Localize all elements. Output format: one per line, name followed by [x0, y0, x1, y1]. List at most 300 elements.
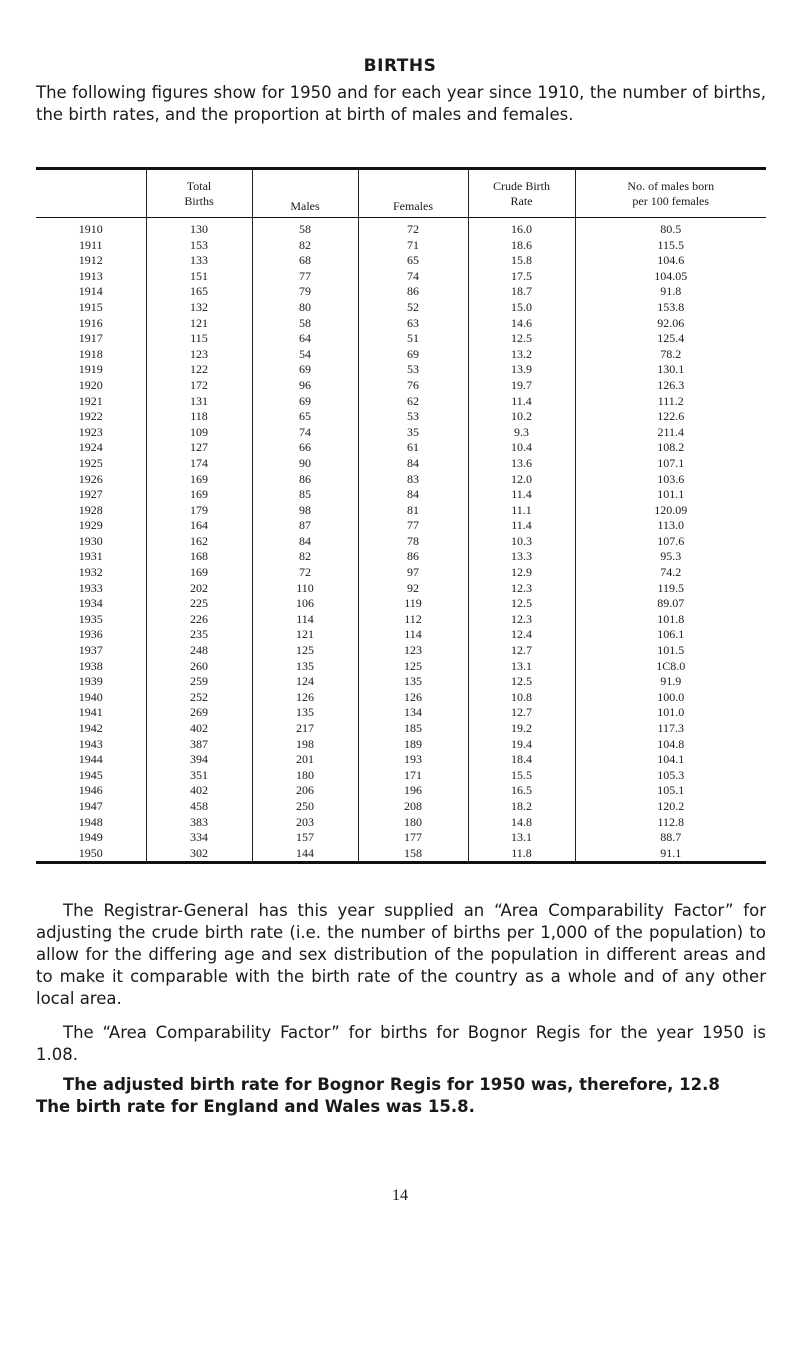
males-per-100-females-cell: 91.9: [575, 674, 766, 690]
page-title: BIRTHS: [363, 56, 437, 76]
males-per-100-females-cell: 105.3: [575, 768, 766, 784]
crude-birth-rate-cell: 18.7: [468, 284, 575, 300]
national-rate-line: The birth rate for England and Wales was 15.8.: [36, 1097, 475, 1116]
males-cell: 106: [252, 596, 358, 612]
males-cell: 114: [252, 612, 358, 628]
males-cell: 82: [252, 238, 358, 254]
males-cell: 125: [252, 643, 358, 659]
total-births-cell: 248: [146, 643, 252, 659]
total-births-cell: 123: [146, 347, 252, 363]
males-cell: 82: [252, 549, 358, 565]
table-row: [36, 378, 766, 394]
total-births-cell: 169: [146, 472, 252, 488]
crude-birth-rate-cell: 14.6: [468, 316, 575, 332]
year-cell: 1936: [78, 627, 103, 642]
males-per-100-females-cell: 106.1: [575, 627, 766, 643]
intro-paragraph: The following figures show for 1950 and for each year since 1910, the number of births, the birth rates, and the proportion at birth of males and females.: [36, 83, 766, 124]
year-cell: 1929: [78, 518, 103, 533]
year-cell: 1950: [36, 846, 146, 863]
crude-birth-rate-cell: 12.5: [468, 674, 575, 690]
total-births-cell: 235: [146, 627, 252, 643]
table-row: [36, 674, 766, 690]
females-cell: 69: [358, 347, 468, 363]
total-births-cell: 121: [146, 316, 252, 332]
year-cell: 1915: [78, 299, 103, 314]
males-per-100-females-cell: 211.4: [575, 425, 766, 441]
males-cell: 64: [252, 331, 358, 347]
factor-paragraph: The “Area Comparability Factor” for births for Bognor Regis for the year 1950 is 1.08.: [36, 1023, 766, 1064]
total-births-cell: 162: [146, 534, 252, 550]
females-cell: 76: [358, 378, 468, 394]
males-per-100-females-cell: 101.5: [575, 643, 766, 659]
crude-birth-rate-cell: 18.6: [468, 238, 575, 254]
total-births-cell: 151: [146, 269, 252, 285]
females-cell: 135: [358, 674, 468, 690]
males-per-100-females-cell: 113.0: [575, 518, 766, 534]
table-row: [36, 238, 766, 254]
males-per-100-females-cell: 122.6: [575, 409, 766, 425]
males-per-100-females-cell: 126.3: [575, 378, 766, 394]
total-births-cell: 165: [146, 284, 252, 300]
males-per-100-females-cell: 91.8: [575, 284, 766, 300]
total-births-cell: 383: [146, 815, 252, 831]
year-cell: 1937: [78, 643, 103, 658]
table-row: [36, 690, 766, 706]
table-row: [36, 409, 766, 425]
crude-birth-rate-cell: 13.3: [468, 549, 575, 565]
crude-birth-rate-cell: 12.7: [468, 643, 575, 659]
males-per-100-females-cell: 80.5: [575, 218, 766, 238]
crude-birth-rate-cell: 12.4: [468, 627, 575, 643]
table-row: [36, 705, 766, 721]
males-per-100-females-cell: 104.1: [575, 752, 766, 768]
crude-birth-rate-cell: 11.4: [468, 487, 575, 503]
males-cell: 58: [252, 316, 358, 332]
table-row: [36, 643, 766, 659]
table-row: [36, 768, 766, 784]
males-per-100-females-cell: 153.8: [575, 300, 766, 316]
year-cell: 1941: [78, 705, 103, 720]
crude-birth-rate-cell: 19.2: [468, 721, 575, 737]
males-per-100-females-cell: 107.6: [575, 534, 766, 550]
total-births-cell: 252: [146, 690, 252, 706]
females-cell: 177: [358, 830, 468, 846]
header-crude-birth-rate: Crude Birth Rate: [468, 169, 575, 218]
crude-birth-rate-cell: 13.1: [468, 659, 575, 675]
year-cell: 1948: [78, 814, 103, 829]
males-per-100-females-cell: 105.1: [575, 783, 766, 799]
table-row: [36, 659, 766, 675]
year-cell: 1930: [78, 533, 103, 548]
year-cell: 1932: [78, 565, 103, 580]
total-births-cell: 259: [146, 674, 252, 690]
males-per-100-females-cell: 120.09: [575, 503, 766, 519]
males-per-100-females-cell: 100.0: [575, 690, 766, 706]
males-cell: 85: [252, 487, 358, 503]
total-births-cell: 351: [146, 768, 252, 784]
table-row: [36, 425, 766, 441]
females-cell: 92: [358, 581, 468, 597]
year-cell: 1945: [78, 767, 103, 782]
table-row: [36, 487, 766, 503]
crude-birth-rate-cell: 11.4: [468, 518, 575, 534]
total-births-cell: 164: [146, 518, 252, 534]
table-row: [36, 503, 766, 519]
males-cell: 135: [252, 705, 358, 721]
table-row: [36, 565, 766, 581]
males-per-100-females-cell: 89.07: [575, 596, 766, 612]
females-cell: 171: [358, 768, 468, 784]
crude-birth-rate-cell: 18.4: [468, 752, 575, 768]
crude-birth-rate-cell: 11.1: [468, 503, 575, 519]
crude-birth-rate-cell: 19.4: [468, 737, 575, 753]
females-cell: 208: [358, 799, 468, 815]
males-cell: 58: [252, 218, 358, 238]
table-row: [36, 440, 766, 456]
males-cell: 98: [252, 503, 358, 519]
males-cell: 126: [252, 690, 358, 706]
year-cell: 1919: [78, 362, 103, 377]
males-cell: 80: [252, 300, 358, 316]
total-births-cell: 174: [146, 456, 252, 472]
females-cell: 71: [358, 238, 468, 254]
males-cell: 110: [252, 581, 358, 597]
crude-birth-rate-cell: 13.9: [468, 362, 575, 378]
table-row: [36, 581, 766, 597]
males-cell: 198: [252, 737, 358, 753]
header-year: [36, 169, 146, 218]
table-row: [36, 549, 766, 565]
females-cell: 125: [358, 659, 468, 675]
year-cell: 1921: [78, 393, 103, 408]
year-cell: 1925: [78, 455, 103, 470]
year-cell: 1928: [78, 502, 103, 517]
males-cell: 217: [252, 721, 358, 737]
crude-birth-rate-cell: 16.5: [468, 783, 575, 799]
crude-birth-rate-cell: 12.0: [468, 472, 575, 488]
table-row: [36, 316, 766, 332]
crude-birth-rate-cell: 10.4: [468, 440, 575, 456]
males-per-100-females-cell: 104.05: [575, 269, 766, 285]
table-row: [36, 596, 766, 612]
header-males-per-100-females: No. of males born per 100 females: [575, 169, 766, 218]
year-cell: 1926: [78, 471, 103, 486]
males-per-100-females-cell: 117.3: [575, 721, 766, 737]
females-cell: 134: [358, 705, 468, 721]
females-cell: 51: [358, 331, 468, 347]
year-cell: 1912: [78, 253, 103, 268]
males-cell: 203: [252, 815, 358, 831]
year-cell: 1922: [78, 409, 103, 424]
males-per-100-females-cell: 111.2: [575, 394, 766, 410]
females-cell: 61: [358, 440, 468, 456]
total-births-cell: 169: [146, 487, 252, 503]
crude-birth-rate-cell: 11.8: [468, 846, 575, 863]
header-total-births: Total Births: [146, 169, 252, 218]
crude-birth-rate-cell: 17.5: [468, 269, 575, 285]
crude-birth-rate-cell: 12.9: [468, 565, 575, 581]
total-births-cell: 334: [146, 830, 252, 846]
males-cell: 90: [252, 456, 358, 472]
males-cell: 68: [252, 253, 358, 269]
year-cell: 1947: [78, 798, 103, 813]
males-cell: 86: [252, 472, 358, 488]
total-births-cell: 458: [146, 799, 252, 815]
females-cell: 189: [358, 737, 468, 753]
males-per-100-females-cell: 104.6: [575, 253, 766, 269]
males-cell: 66: [252, 440, 358, 456]
males-per-100-females-cell: 120.2: [575, 799, 766, 815]
total-births-cell: 132: [146, 300, 252, 316]
males-cell: 69: [252, 394, 358, 410]
crude-birth-rate-cell: 16.0: [468, 218, 575, 238]
table-row: [36, 627, 766, 643]
females-cell: 84: [358, 487, 468, 503]
crude-birth-rate-cell: 13.6: [468, 456, 575, 472]
year-cell: 1939: [78, 674, 103, 689]
year-cell: 1914: [78, 284, 103, 299]
total-births-cell: 225: [146, 596, 252, 612]
total-births-cell: 127: [146, 440, 252, 456]
table-row: [36, 815, 766, 831]
total-births-cell: 169: [146, 565, 252, 581]
females-cell: 97: [358, 565, 468, 581]
total-births-cell: 387: [146, 737, 252, 753]
males-cell: 72: [252, 565, 358, 581]
males-cell: 84: [252, 534, 358, 550]
table-row: [36, 269, 766, 285]
females-cell: 119: [358, 596, 468, 612]
table-row: [36, 799, 766, 815]
table-row: [36, 752, 766, 768]
males-per-100-females-cell: 119.5: [575, 581, 766, 597]
page-number: 14: [392, 1187, 408, 1204]
females-cell: 193: [358, 752, 468, 768]
table-row: [36, 472, 766, 488]
crude-birth-rate-cell: 15.5: [468, 768, 575, 784]
crude-birth-rate-cell: 10.8: [468, 690, 575, 706]
males-cell: 157: [252, 830, 358, 846]
table-row: [36, 534, 766, 550]
males-per-100-females-cell: 130.1: [575, 362, 766, 378]
table-row: [36, 284, 766, 300]
total-births-cell: 179: [146, 503, 252, 519]
females-cell: 81: [358, 503, 468, 519]
table-row: [36, 721, 766, 737]
males-cell: 250: [252, 799, 358, 815]
table-row: [36, 331, 766, 347]
females-cell: 77: [358, 518, 468, 534]
table-row: [36, 218, 766, 238]
females-cell: 180: [358, 815, 468, 831]
males-cell: 77: [252, 269, 358, 285]
adjusted-rate-line: The adjusted birth rate for Bognor Regis for 1950 was, therefore, 12.8: [63, 1075, 720, 1094]
year-cell: 1924: [78, 440, 103, 455]
males-per-100-females-cell: 95.3: [575, 549, 766, 565]
births-table: [36, 167, 766, 864]
males-per-100-females-cell: 91.1: [575, 846, 766, 863]
crude-birth-rate-cell: 13.2: [468, 347, 575, 363]
females-cell: 112: [358, 612, 468, 628]
crude-birth-rate-cell: 14.8: [468, 815, 575, 831]
females-cell: 62: [358, 394, 468, 410]
females-cell: 83: [358, 472, 468, 488]
females-cell: 123: [358, 643, 468, 659]
males-cell: 87: [252, 518, 358, 534]
total-births-cell: 122: [146, 362, 252, 378]
females-cell: 52: [358, 300, 468, 316]
males-per-100-females-cell: 108.2: [575, 440, 766, 456]
table-row: [36, 737, 766, 753]
males-per-100-females-cell: 112.8: [575, 815, 766, 831]
females-cell: 72: [358, 218, 468, 238]
table-row: [36, 830, 766, 846]
males-cell: 65: [252, 409, 358, 425]
total-births-cell: 226: [146, 612, 252, 628]
comparability-paragraph: The Registrar-General has this year supplied an “Area Comparability Factor” for adjusting the crude birth rate (i.e. the number of births per 1,000 of the population) to allow for the differing age and sex distribution of the population in different areas and to make it comparable with the birth rate of the country as a whole and of any other local area.: [36, 901, 766, 1008]
year-cell: 1923: [78, 424, 103, 439]
crude-birth-rate-cell: 12.3: [468, 581, 575, 597]
total-births-cell: 202: [146, 581, 252, 597]
year-cell: 1931: [78, 549, 103, 564]
table-row: [36, 253, 766, 269]
crude-birth-rate-cell: 19.7: [468, 378, 575, 394]
males-cell: 206: [252, 783, 358, 799]
total-births-cell: 118: [146, 409, 252, 425]
males-per-100-females-cell: 101.0: [575, 705, 766, 721]
total-births-cell: 269: [146, 705, 252, 721]
males-cell: 124: [252, 674, 358, 690]
year-cell: 1942: [78, 721, 103, 735]
table-row: [36, 347, 766, 363]
year-cell: 1944: [78, 752, 103, 767]
header-males: Males: [252, 169, 358, 218]
year-cell: 1913: [78, 268, 103, 283]
crude-birth-rate-cell: 11.4: [468, 394, 575, 410]
year-cell: 1920: [78, 377, 103, 392]
table-row: [36, 518, 766, 534]
crude-birth-rate-cell: 10.3: [468, 534, 575, 550]
males-cell: 74: [252, 425, 358, 441]
year-cell: 1916: [78, 315, 103, 330]
females-cell: 78: [358, 534, 468, 550]
females-cell: 185: [358, 721, 468, 737]
year-cell: 1949: [78, 830, 103, 845]
year-cell: 1917: [78, 331, 103, 346]
females-cell: 196: [358, 783, 468, 799]
females-cell: 53: [358, 362, 468, 378]
females-cell: 74: [358, 269, 468, 285]
year-cell: 1938: [78, 658, 103, 673]
year-cell: 1935: [78, 611, 103, 626]
crude-birth-rate-cell: 12.5: [468, 331, 575, 347]
total-births-cell: 394: [146, 752, 252, 768]
year-cell: 1927: [78, 487, 103, 502]
males-per-100-females-cell: 107.1: [575, 456, 766, 472]
females-cell: 158: [358, 846, 468, 863]
females-cell: 65: [358, 253, 468, 269]
table-row: [36, 783, 766, 799]
total-births-cell: 402: [146, 783, 252, 799]
table-row: [36, 612, 766, 628]
crude-birth-rate-cell: 15.0: [468, 300, 575, 316]
year-cell: 1910: [78, 222, 103, 236]
births-table-body: [36, 218, 766, 863]
year-cell: 1911: [78, 237, 103, 252]
males-per-100-females-cell: 74.2: [575, 565, 766, 581]
year-cell: 1940: [78, 689, 103, 704]
crude-birth-rate-cell: 12.7: [468, 705, 575, 721]
crude-birth-rate-cell: 10.2: [468, 409, 575, 425]
year-cell: 1934: [78, 596, 103, 611]
crude-birth-rate-cell: 13.1: [468, 830, 575, 846]
females-cell: 126: [358, 690, 468, 706]
total-births-cell: 168: [146, 549, 252, 565]
total-births-cell: 172: [146, 378, 252, 394]
males-cell: 96: [252, 378, 358, 394]
adjusted-rate-statement: [36, 1074, 766, 1118]
year-cell: 1946: [78, 783, 103, 798]
total-births-cell: 115: [146, 331, 252, 347]
females-cell: 84: [358, 456, 468, 472]
males-per-100-females-cell: 101.8: [575, 612, 766, 628]
females-cell: 86: [358, 549, 468, 565]
males-per-100-females-cell: 88.7: [575, 830, 766, 846]
year-cell: 1918: [78, 346, 103, 361]
year-cell: 1943: [78, 736, 103, 751]
females-cell: 114: [358, 627, 468, 643]
males-cell: 79: [252, 284, 358, 300]
males-cell: 135: [252, 659, 358, 675]
males-per-100-females-cell: 78.2: [575, 347, 766, 363]
females-cell: 63: [358, 316, 468, 332]
females-cell: 35: [358, 425, 468, 441]
table-row: [36, 456, 766, 472]
males-per-100-females-cell: 101.1: [575, 487, 766, 503]
births-table-header: [36, 169, 766, 218]
crude-birth-rate-cell: 18.2: [468, 799, 575, 815]
males-per-100-females-cell: 92.06: [575, 316, 766, 332]
crude-birth-rate-cell: 12.3: [468, 612, 575, 628]
table-row: [36, 300, 766, 316]
males-per-100-females-cell: 115.5: [575, 238, 766, 254]
crude-birth-rate-cell: 15.8: [468, 253, 575, 269]
total-births-cell: 402: [146, 721, 252, 737]
table-row: [36, 846, 766, 863]
males-cell: 54: [252, 347, 358, 363]
females-cell: 86: [358, 284, 468, 300]
total-births-cell: 131: [146, 394, 252, 410]
crude-birth-rate-cell: 12.5: [468, 596, 575, 612]
total-births-cell: 133: [146, 253, 252, 269]
males-cell: 69: [252, 362, 358, 378]
year-cell: 1933: [78, 580, 103, 595]
males-cell: 180: [252, 768, 358, 784]
males-per-100-females-cell: 125.4: [575, 331, 766, 347]
table-row: [36, 394, 766, 410]
table-row: [36, 362, 766, 378]
total-births-cell: 130: [146, 218, 252, 238]
males-cell: 144: [252, 846, 358, 863]
males-cell: 201: [252, 752, 358, 768]
total-births-cell: 109: [146, 425, 252, 441]
males-per-100-females-cell: 103.6: [575, 472, 766, 488]
total-births-cell: 260: [146, 659, 252, 675]
total-births-cell: 153: [146, 238, 252, 254]
crude-birth-rate-cell: 9.3: [468, 425, 575, 441]
header-females: Females: [358, 169, 468, 218]
total-births-cell: 302: [146, 846, 252, 863]
